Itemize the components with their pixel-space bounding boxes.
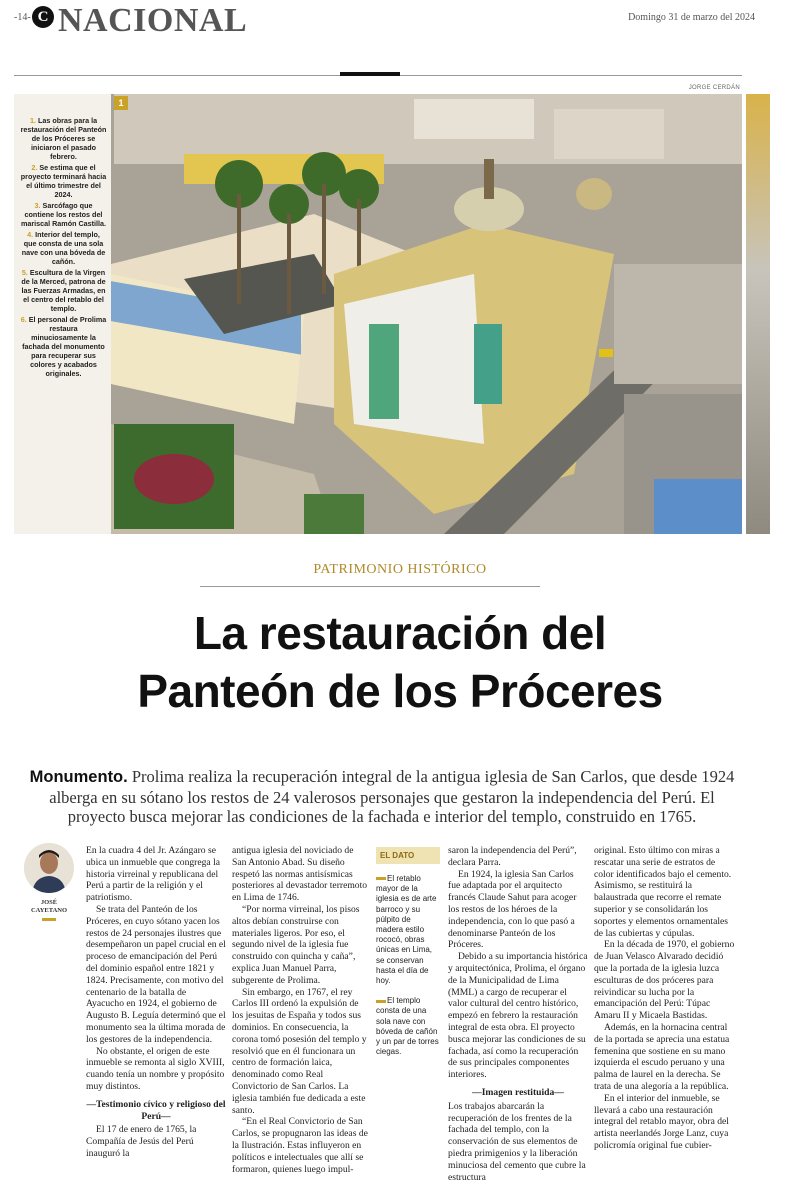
- author-portrait-icon: [24, 843, 74, 893]
- fact-marker-icon: [376, 877, 386, 880]
- caption-item: 3. Sarcófago que contiene los restos del mariscal Ramón Castilla.: [20, 201, 107, 228]
- caption-item: 2. Se estima que el proyecto terminará hacia el último trimestre del 2024.: [20, 163, 107, 199]
- paragraph: original. Esto último con miras a rescatar una serie de estratos de color identificados bajo el cemento. Asimismo, se restituirá la balaustrada que recorre el remate superior y se consolidarán los soportes y elementos ornamentales de las cubiertas y cúpulas.: [594, 845, 732, 939]
- photo-caption-list: [14, 94, 111, 534]
- fact-item: El retablo mayor de la iglesia es de arte barroco y su púlpito de madera estilo rococó, obras únicas en Lima, se conservan hasta el día de hoy.: [376, 874, 437, 986]
- article-column-1: [86, 845, 226, 1160]
- author-block: [20, 843, 78, 921]
- photo-marker-badge: 1: [114, 96, 128, 110]
- lead-text: Prolima realiza la recuperación integral de la antigua iglesia de San Carlos, que desde 1924 alberga en su sótano los restos de 24 valerosos personajes que gestaron la independencia del Perú. El proyecto busca mejorar las condiciones de la fachada e interior del templo, construido en 1765.: [49, 767, 735, 826]
- header-tab-marker: [340, 72, 400, 76]
- aerial-photo: [14, 94, 742, 534]
- newspaper-logo-icon: C: [32, 6, 54, 28]
- avatar: [24, 843, 74, 893]
- author-accent-bar: [42, 918, 56, 921]
- headline-line-1: La restauración del: [193, 607, 607, 659]
- article-column-4: [594, 845, 736, 1152]
- kicker-divider: [200, 586, 540, 587]
- caption-item: 1. Las obras para la restauración del Panteón de los Próceres se iniciaron el pasado febrero.: [20, 116, 107, 161]
- paragraph: Se trata del Panteón de los Próceres, en cuyo sótano yacen los restos de 24 personajes ilustres que desempeñaron un papel crucial en el proceso de emancipación del Perú del dominio español entre 1821 y 1824. Precisamente, con motivo del centenario de la batalla de Ayacucho en 1924, el gobierno de Augusto B. Leguía determinó que el monumento sea la última morada de los gestores de la independencia.: [86, 903, 226, 1045]
- fact-box: [376, 847, 440, 1057]
- page-header: [0, 0, 800, 75]
- paragraph: “Por norma virreinal, los pisos altos debían construirse con materiales ligeros. Por eso, el segundo nivel de la iglesia fue construido con quincha y caña”, explica Juan Manuel Parra, subgerente de Prolima.: [232, 903, 360, 986]
- adjacent-photo-strip: [746, 94, 770, 534]
- page-number: -14-: [14, 12, 31, 23]
- photo-credit: JORGE CERDÁN: [688, 85, 740, 91]
- paragraph: En 1924, la iglesia San Carlos fue adaptada por el arquitecto francés Claude Sahut para acoger los restos de los héroes de la independencia, con lo que pasó a denominarse Panteón de los Próceres.: [448, 868, 577, 951]
- paragraph: antigua iglesia del noviciado de San Antonio Abad. Su diseño respetó las normas antisísmicas posteriores al devastador terremoto en Lima de 1746.: [232, 845, 368, 904]
- paragraph: Además, en la hornacina central de la portada se aprecia una estatua femenina que sostiene en su mano izquierda el escudo peruano y una palma de laurel en la derecha. Se trata de una alegoría a la república.: [594, 1021, 730, 1092]
- article-column-3: [448, 845, 588, 1183]
- article-kicker: PATRIMONIO HISTÓRICO: [313, 562, 487, 577]
- lead-label: Monumento.: [29, 768, 128, 786]
- fact-box-title: EL DATO: [376, 847, 440, 864]
- article-headline: [0, 604, 800, 720]
- paragraph: En la cuadra 4 del Jr. Azángaro se ubica un inmueble que congrega la historia virreinal y republicana del Perú a partir de la religión y el patriotismo.: [86, 845, 220, 904]
- article-lead: [20, 767, 744, 827]
- fact-marker-icon: [376, 1000, 386, 1003]
- issue-date: Domingo 31 de marzo del 2024: [628, 12, 755, 23]
- section-title: NACIONAL: [58, 2, 248, 39]
- paragraph: El 17 de enero de 1765, la Compañía de Jesús del Perú inauguró la: [86, 1124, 197, 1159]
- headline-line-2: Panteón de los Próceres: [137, 665, 663, 717]
- paragraph: No obstante, el origen de este inmueble se remonta al siglo XVIII, cuando tenía un nombre y propósito muy distintos.: [86, 1045, 225, 1092]
- paragraph: “En el Real Convictorio de San Carlos, se propugnaron las ideas de la Ilustración. Estas influyeron en políticos e intelectuales que allí se formaron, quienes luego impul-: [232, 1116, 368, 1175]
- caption-item: 5. Escultura de la Virgen de la Merced, patrona de las Fuerzas Armadas, en el centro del retablo del templo.: [21, 268, 106, 313]
- paragraph: saron la independencia del Perú”, declara Parra.: [448, 845, 577, 868]
- aerial-photo-illustration: [14, 94, 742, 534]
- paragraph: Debido a su importancia histórica y arquitectónica, Prolima, el órgano de la Municipalidad de Lima (MML) a cargo de recuperar el valor cultural del centro histórico, empezó en febrero la restauración integral de esta obra. El proyecto busca mejorar las condiciones de su fachada, así como la recuperación de sus principales componentes interiores.: [448, 951, 588, 1081]
- article-column-2: [232, 845, 370, 1175]
- subheading: —Testimonio cívico y religioso del Perú—: [86, 1098, 226, 1122]
- paragraph: Los trabajos abarcarán la recuperación de los frentes de la fachada del templo, con la conservación de sus elementos de piedra primigenios y la liberación minuciosa del cemento que cubre la estructura: [448, 1100, 586, 1183]
- paragraph: Sin embargo, en 1767, el rey Carlos III ordenó la expulsión de los jesuitas de España y todos sus dominios. En consecuencia, la corona tomó posesión del templo y resolvió que en él funcionara un centro de formación laica, denominado como Real Convictorio de San Carlos. La iglesia también fue dedicada a este santo.: [232, 986, 367, 1116]
- subheading: —Imagen restituida—: [472, 1086, 564, 1098]
- caption-item: 6. El personal de Prolima restaura minuciosamente la fachada del monumento para recuperar sus colores y acabados originales.: [20, 315, 107, 378]
- paragraph: En la década de 1970, el gobierno de Juan Velasco Alvarado decidió que la portada de la iglesia luzca esculturas de dos próceres para reivindicar su lucha por la emancipación del Perú: Túpac Amaru II y Micaela Bastidas.: [594, 939, 735, 1022]
- fact-item: El templo consta de una sola nave con bóveda de cañón y un par de torres ciegas.: [376, 996, 439, 1057]
- paragraph: En el interior del inmueble, se llevará a cabo una restauración integral del retablo mayor, obra del artista neerlandés Jorge Lanz, cuya policromía original fue cubier-: [594, 1092, 729, 1151]
- caption-item: 4. Interior del templo, que consta de una sola nave con una bóveda de cañón.: [21, 230, 106, 266]
- author-name: JOSÉ CAYETANO: [30, 899, 68, 914]
